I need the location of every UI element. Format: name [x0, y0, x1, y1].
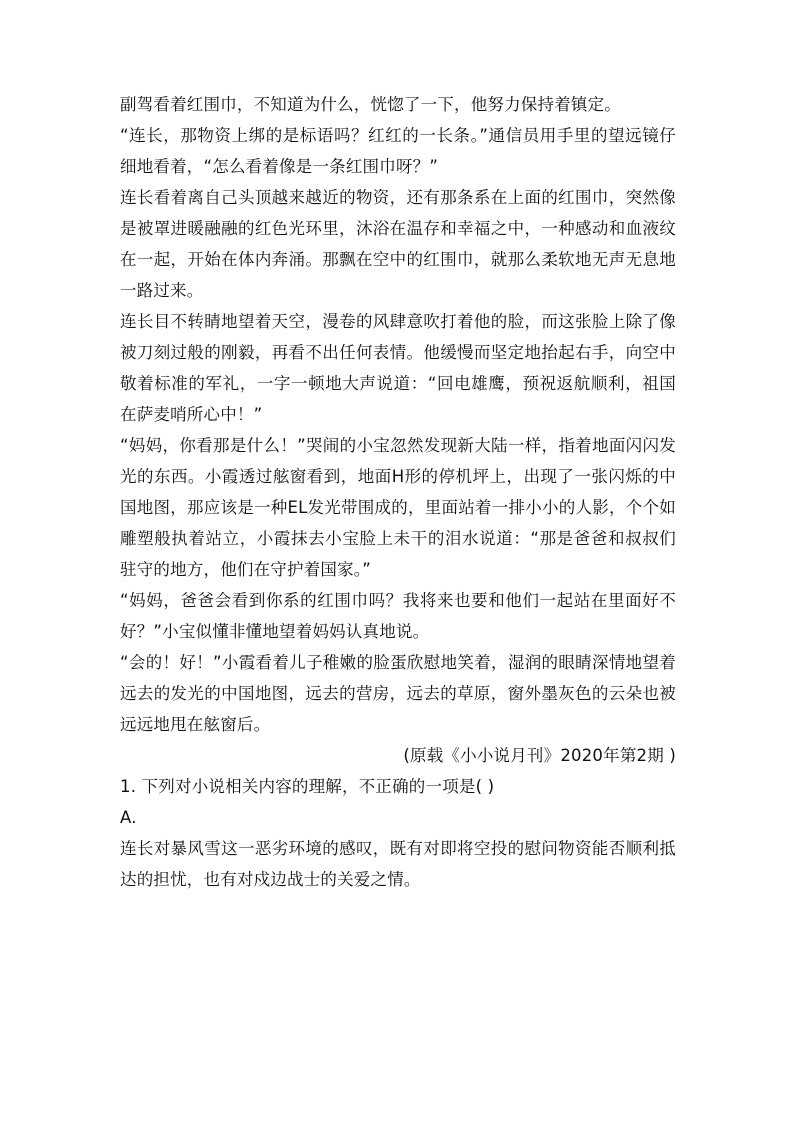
paragraph: “连长，那物资上绑的是标语吗？红红的一长条。”通信员用手里的望远镜仔细地看着，“怎么看着像是一条红围巾呀？”	[120, 126, 676, 176]
paragraph: 连长目不转睛地望着天空，漫卷的风肆意吹打着他的脸，而这张脸上除了像被刀刻过般的刚毅，再看不出任何表情。他缓慢而坚定地抬起右手，向空中敬着标准的军礼，一字一顿地大声说道：“回电雄鹰，预祝返航顺利，祖国在萨麦哨所心中！”	[120, 312, 676, 424]
option-text: 连长对暴风雪这一恶劣环境的感叹，既有对即将空投的慰问物资能否顺利抵达的担忧，也有对戍边战士的关爱之情。	[120, 839, 676, 889]
paragraph: 连长看着离自己头顶越来越近的物资，还有那条系在上面的红围巾，突然像是被罩进暖融融的红色光环里，沐浴在温存和幸福之中，一种感动和血液纹在一起，开始在体内奔涌。那飘在空中的红围巾，就那么柔软地无声无息地一路过来。	[120, 188, 676, 300]
paragraph: “妈妈，爸爸会看到你系的红围巾吗？我将来也要和他们一起站在里面好不好？”小宝似懂非懂地望着妈妈认真地说。	[120, 591, 676, 641]
option-label: A.	[120, 808, 137, 827]
paragraph: “会的！好！”小霞看着儿子稚嫩的脸蛋欣慰地笑着，湿润的眼睛深情地望着远去的发光的中国地图，远去的营房，远去的草原，窗外墨灰色的云朵也被远远地甩在舷窗后。	[120, 653, 676, 734]
paragraph: “妈妈，你看那是什么！”哭闹的小宝忽然发现新大陆一样，指着地面闪闪发光的东西。小霞透过舷窗看到，地面H形的停机坪上，出现了一张闪烁的中国地图，那应该是一种EL发光带围成的，里面站着一排小小的人影，个个如雕塑般执着站立，小霞抹去小宝脸上未干的泪水说道：“那是爸爸和叔叔们驻守的地方，他们在守护着国家。”	[120, 436, 676, 579]
paragraph: 副驾看着红围巾，不知道为什么，恍惚了一下，他努力保持着镇定。	[120, 95, 621, 114]
source-citation: (原载《小小说月刊》2020年第2期 )	[403, 746, 676, 765]
story-text	[120, 89, 676, 895]
question-stem: 1. 下列对小说相关内容的理解，不正确的一项是( )	[120, 777, 495, 796]
